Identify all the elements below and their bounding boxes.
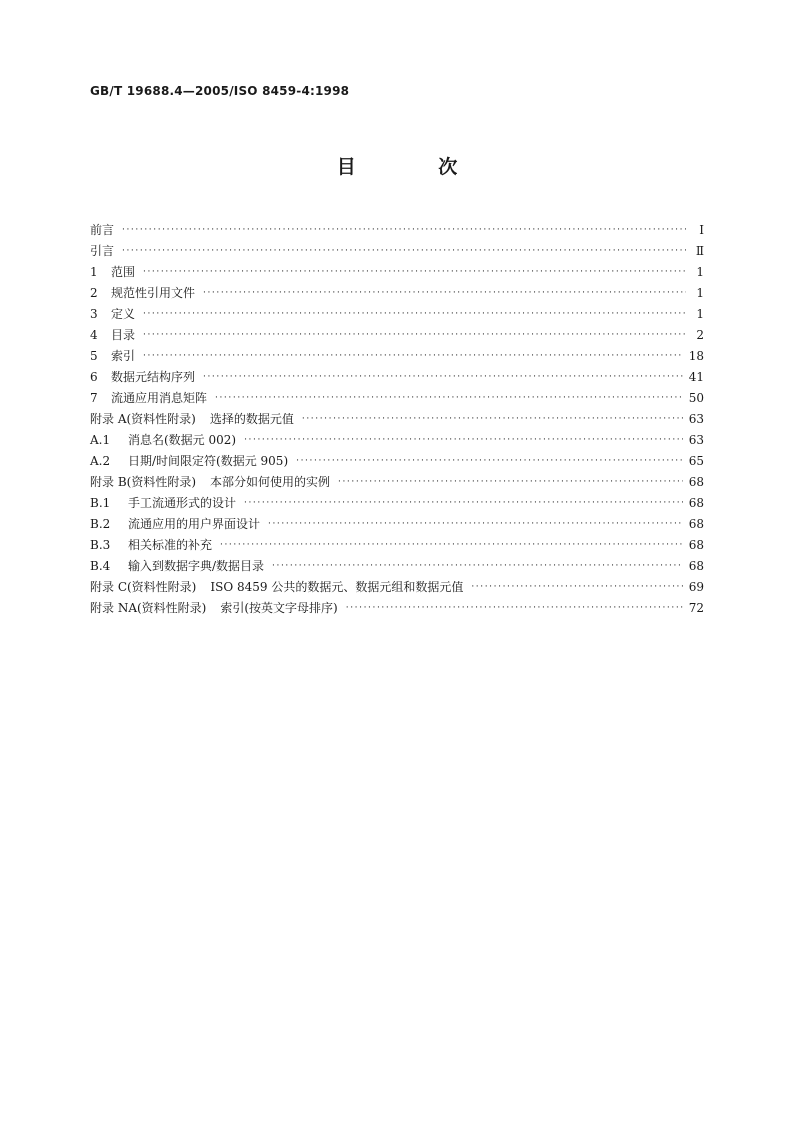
toc-dot-leader [122,222,686,239]
toc-dot-leader [244,432,683,449]
toc-entry-label: 定义 [111,307,136,321]
toc-entry-page-number: 69 [688,580,704,594]
toc-entry-page-number: 63 [688,412,704,426]
toc-entry-number: 2 [90,286,98,300]
toc-entry[interactable] [90,344,704,365]
toc-entry-label: 流通应用的用户界面设计 [128,517,261,531]
toc-entry-page-number: 65 [688,454,704,468]
toc-entry-page-number: 72 [688,601,704,615]
toc-entry-label: 日期/时间限定符(数据元 905) [128,454,289,468]
toc-entry-label: 数据元结构序列 [111,370,196,384]
toc-entry-number: B.3 [90,538,111,552]
toc-entry-number: 7 [90,391,98,405]
toc-dot-leader [143,264,686,281]
toc-entry[interactable] [90,260,704,281]
toc-entry[interactable] [90,512,704,533]
toc-entry[interactable] [90,449,704,470]
toc-dot-leader [346,600,683,617]
toc-entry[interactable] [90,218,704,239]
toc-entry-label: 范围 [111,265,136,279]
toc-entry-page-number: 68 [688,475,704,489]
toc-title: 目 次 [336,156,496,178]
toc-entry-page-number: Ⅰ [699,223,704,237]
toc-entry-label: 引言 [90,244,115,258]
toc-entry-number: B.1 [90,496,111,510]
toc-entry-label: 相关标准的补充 [128,538,213,552]
toc-dot-leader [268,516,683,533]
toc-entry-page-number: 63 [688,433,704,447]
toc-dot-leader [471,579,682,596]
toc-entry-label: 选择的数据元值 [209,412,294,426]
toc-entry-number: 附录 NA(资料性附录) [90,601,207,615]
toc-dot-leader [122,243,686,260]
toc-entry[interactable] [90,533,704,554]
toc-entry-page-number: 68 [688,517,704,531]
toc-entry-number: 4 [90,328,98,342]
toc-entry-page-number: 68 [688,559,704,573]
toc-entry-number: 1 [90,265,98,279]
toc-entry-label: 前言 [90,223,115,237]
toc-dot-leader [143,348,683,365]
toc-entry-label: 索引 [111,349,136,363]
toc-entry-number: A.1 [90,433,111,447]
toc-entry-page-number: 2 [696,328,704,342]
toc-entry[interactable] [90,365,704,386]
toc-entry-page-number: 41 [688,370,704,384]
toc-dot-leader [272,558,683,575]
toc-entry-label: 输入到数据字典/数据目录 [128,559,265,573]
table-of-contents [90,218,704,617]
toc-dot-leader [215,390,683,407]
toc-entry[interactable] [90,554,704,575]
toc-dot-leader [143,327,686,344]
toc-dot-leader [302,411,683,428]
toc-entry-label: 流通应用消息矩阵 [111,391,208,405]
toc-entry-label: 消息名(数据元 002) [128,433,237,447]
toc-entry[interactable] [90,386,704,407]
toc-entry[interactable] [90,323,704,344]
toc-entry-label: 规范性引用文件 [111,286,196,300]
standard-code-header: GB/T 19688.4—2005/ISO 8459-4:1998 [90,84,350,98]
toc-entry[interactable] [90,596,704,617]
toc-entry[interactable] [90,575,704,596]
toc-entry-page-number: Ⅱ [695,244,704,258]
toc-entry-number: 附录 B(资料性附录) [90,475,196,489]
toc-entry-number: 附录 A(资料性附录) [90,412,196,426]
toc-entry-number: 3 [90,307,98,321]
toc-entry-label: 手工流通形式的设计 [128,496,237,510]
toc-entry[interactable] [90,470,704,491]
toc-entry[interactable] [90,239,704,260]
toc-entry[interactable] [90,428,704,449]
toc-entry-page-number: 68 [688,496,704,510]
toc-entry-number: 附录 C(资料性附录) [90,580,197,594]
toc-entry-number: B.4 [90,559,111,573]
toc-entry-page-number: 1 [696,265,704,279]
toc-entry-page-number: 1 [696,286,704,300]
toc-entry-number: 5 [90,349,98,363]
toc-entry[interactable] [90,407,704,428]
toc-entry[interactable] [90,491,704,512]
toc-dot-leader [244,495,683,512]
toc-dot-leader [220,537,683,554]
toc-entry-number: A.2 [90,454,111,468]
toc-entry-label: 索引(按英文字母排序) [220,601,338,615]
toc-entry-label: 目录 [111,328,136,342]
toc-entry-page-number: 68 [688,538,704,552]
toc-dot-leader [203,369,683,386]
toc-dot-leader [203,285,686,302]
toc-entry-label: ISO 8459 公共的数据元、数据元组和数据元值 [210,580,464,594]
toc-dot-leader [338,474,683,491]
toc-dot-leader [296,453,683,470]
toc-entry-page-number: 18 [688,349,704,363]
toc-entry-page-number: 50 [688,391,704,405]
toc-dot-leader [143,306,686,323]
toc-entry-number: 6 [90,370,98,384]
toc-entry-label: 本部分如何使用的实例 [210,475,331,489]
toc-entry-page-number: 1 [696,307,704,321]
toc-entry[interactable] [90,302,704,323]
toc-entry[interactable] [90,281,704,302]
toc-entry-number: B.2 [90,517,111,531]
